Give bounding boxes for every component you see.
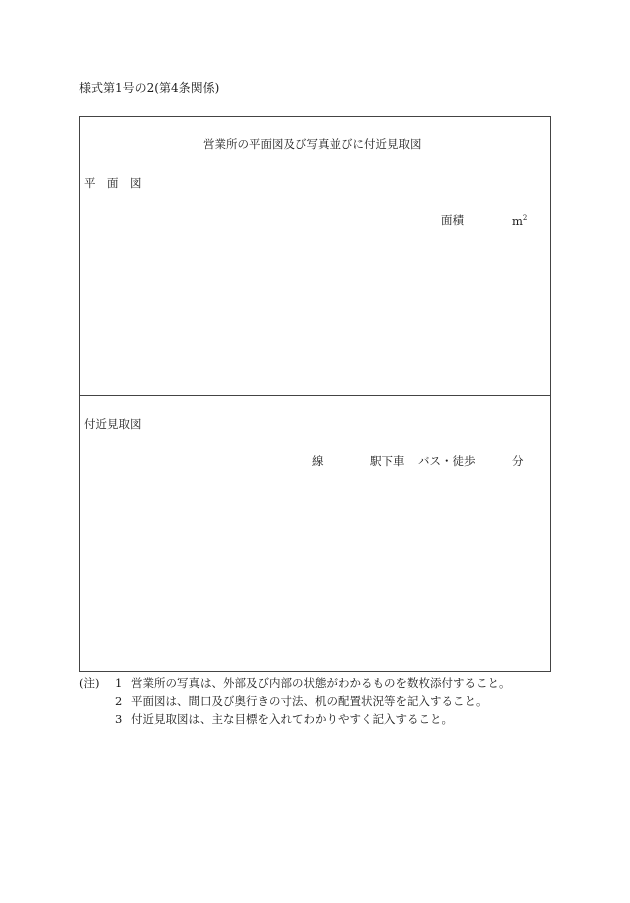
- line-label: 線: [312, 454, 324, 468]
- note-number: 3: [115, 712, 123, 726]
- form-number: 様式第1号の2(第4条関係): [79, 81, 220, 95]
- note-text: 平面図は、間口及び奥行きの寸法、机の配置状況等を記入すること。: [131, 694, 488, 708]
- note-number: 2: [115, 694, 123, 708]
- floor-plan-label: 平 面 図: [84, 176, 142, 190]
- area-label: 面積: [441, 213, 464, 227]
- vicinity-map-label: 付近見取図: [84, 417, 142, 431]
- station-label: 駅下車: [370, 454, 405, 468]
- area-unit: $m^2$: [512, 213, 528, 228]
- note-text: 営業所の写真は、外部及び内部の状態がわかるものを数枚添付すること。: [131, 676, 511, 690]
- minutes-label: 分: [512, 454, 524, 468]
- form-title: 営業所の平面図及び写真並びに付近見取図: [203, 137, 422, 151]
- notes-heading: (注): [79, 676, 100, 690]
- form-box: [79, 116, 551, 672]
- note-text: 付近見取図は、主な目標を入れてわかりやすく記入すること。: [131, 712, 453, 726]
- section-divider: [80, 395, 550, 396]
- note-number: 1: [115, 676, 123, 690]
- transport-label: バス・徒歩: [418, 454, 476, 468]
